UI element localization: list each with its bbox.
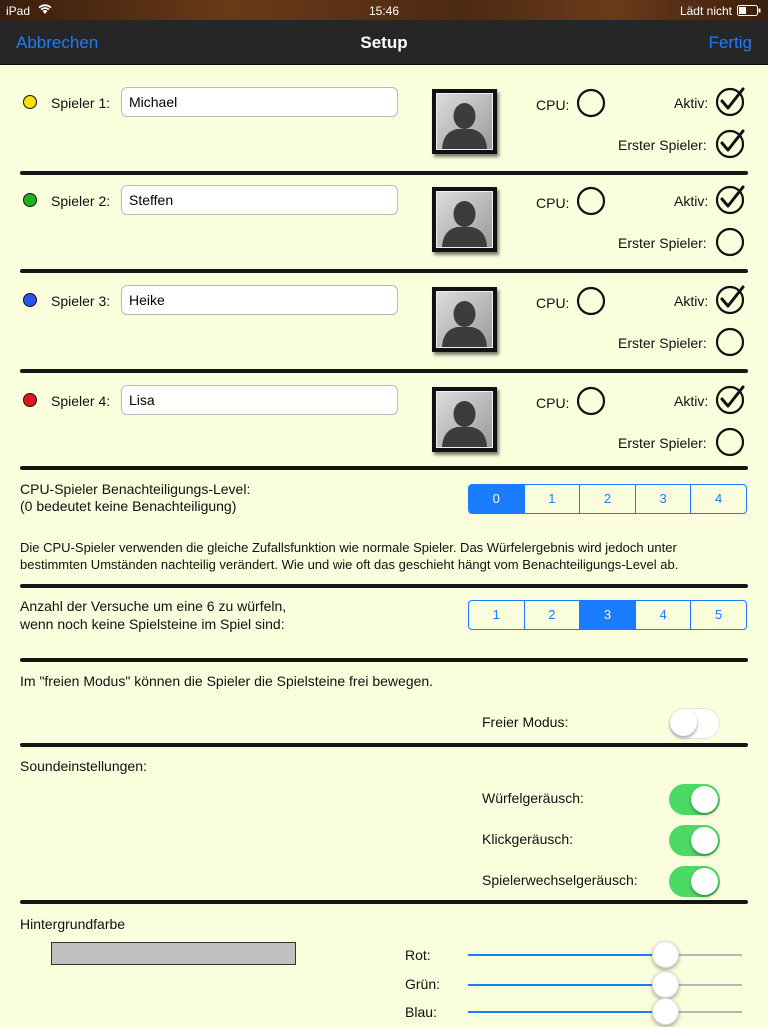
first-player-label: Erster Spieler:	[618, 435, 707, 451]
active-label: Aktiv:	[674, 193, 709, 209]
first-player-checkbox[interactable]	[715, 427, 743, 455]
first-player-checkbox[interactable]	[715, 327, 743, 355]
page-title: Setup	[360, 33, 408, 52]
status-bar	[0, 0, 768, 20]
avatar-image	[436, 291, 493, 348]
avatar-image	[436, 93, 493, 150]
dice-sound-label: Würfelgeräusch:	[482, 790, 584, 806]
done-button[interactable]: Fertig	[708, 33, 752, 52]
cpu-label: CPU:	[536, 195, 570, 211]
slider-fill	[468, 1011, 665, 1013]
click-sound-label: Klickgeräusch:	[482, 831, 574, 847]
battery-icon	[737, 5, 761, 19]
player-label: Spieler 2:	[51, 193, 111, 209]
free-mode-info: Im "freien Modus" können die Spieler die Spielsteine frei bewegen.	[20, 673, 434, 689]
cpu-checkbox[interactable]	[576, 386, 604, 414]
avatar-image	[436, 391, 493, 448]
first-player-label: Erster Spieler:	[618, 137, 707, 153]
handicap-label-line1: CPU-Spieler Benachteiligungs-Level:	[20, 481, 251, 497]
player-avatar[interactable]	[432, 187, 497, 252]
player-label: Spieler 1:	[51, 95, 111, 111]
active-label: Aktiv:	[674, 293, 709, 309]
divider	[20, 584, 748, 588]
handicap-info-line2: bestimmten Umständen nachteilig verändert. Wie und wie oft das geschieht hängt vom Benachteiligungs-Level ab.	[20, 557, 679, 572]
free-mode-label: Freier Modus:	[482, 714, 569, 730]
person-icon	[437, 192, 492, 247]
first-player-checkbox[interactable]	[715, 129, 743, 157]
attempts-label	[20, 597, 286, 633]
handicap-level-selector[interactable]	[468, 484, 747, 514]
divider	[20, 369, 748, 373]
green-slider[interactable]	[468, 970, 742, 1000]
player-name-input[interactable]	[121, 185, 398, 215]
free-mode-switch[interactable]	[669, 708, 720, 739]
avatar-image	[436, 191, 493, 248]
first-player-label: Erster Spieler:	[618, 235, 707, 251]
handicap-level-option[interactable]: 2	[579, 485, 635, 513]
player-color-dot	[23, 393, 37, 407]
divider	[20, 466, 748, 470]
switch-knob	[670, 709, 697, 736]
device-label: iPad	[6, 4, 31, 18]
active-checkbox[interactable]	[715, 285, 743, 313]
switch-knob	[691, 786, 718, 813]
player-name-input[interactable]	[121, 87, 398, 117]
slider-fill	[468, 954, 665, 956]
blue-label: Blau:	[405, 1004, 437, 1020]
attempts-option[interactable]: 3	[579, 601, 635, 629]
active-checkbox[interactable]	[715, 185, 743, 213]
slider-thumb[interactable]	[652, 941, 679, 968]
cpu-checkbox[interactable]	[576, 286, 604, 314]
slider-fill	[468, 984, 665, 986]
handicap-label-line2: (0 bedeutet keine Benachteiligung)	[20, 498, 237, 514]
player-label: Spieler 3:	[51, 293, 111, 309]
background-color-preview	[51, 942, 296, 965]
player-avatar[interactable]	[432, 89, 497, 154]
green-label: Grün:	[405, 976, 441, 992]
attempts-selector[interactable]	[468, 600, 747, 630]
active-label: Aktiv:	[674, 393, 709, 409]
player-color-dot	[23, 293, 37, 307]
navigation-bar	[0, 20, 768, 65]
player-avatar[interactable]	[432, 287, 497, 352]
player-color-dot	[23, 95, 37, 109]
handicap-level-option[interactable]: 1	[524, 485, 580, 513]
red-slider[interactable]	[468, 940, 742, 970]
divider	[20, 900, 748, 904]
active-checkbox[interactable]	[715, 87, 743, 115]
background-color-title: Hintergrundfarbe	[20, 916, 126, 932]
player-switch-sound-switch[interactable]	[669, 866, 720, 897]
switch-knob	[691, 868, 718, 895]
handicap-info	[20, 539, 755, 573]
sound-title: Soundeinstellungen:	[20, 758, 147, 774]
divider	[20, 269, 748, 273]
handicap-level-option[interactable]: 3	[635, 485, 691, 513]
player-avatar[interactable]	[432, 387, 497, 452]
slider-thumb[interactable]	[652, 971, 679, 998]
player-name-input[interactable]	[121, 285, 398, 315]
player-name-input[interactable]	[121, 385, 398, 415]
person-icon	[437, 392, 492, 447]
cpu-checkbox[interactable]	[576, 186, 604, 214]
dice-sound-switch[interactable]	[669, 784, 720, 815]
blue-slider[interactable]	[468, 997, 742, 1027]
attempts-option[interactable]: 1	[492, 607, 500, 622]
attempts-option[interactable]: 4	[635, 601, 691, 629]
cpu-label: CPU:	[536, 97, 570, 113]
divider	[20, 743, 748, 747]
attempts-option[interactable]: 2	[524, 601, 580, 629]
first-player-label: Erster Spieler:	[618, 335, 707, 351]
handicap-info-line1: Die CPU-Spieler verwenden die gleiche Zufallsfunktion wie normale Spieler. Das Würfelergebnis wird jedoch unter	[20, 540, 677, 555]
handicap-level-option[interactable]: 4	[690, 485, 746, 513]
handicap-level-option[interactable]: 0	[469, 485, 524, 513]
attempts-label-line2: wenn noch keine Spielsteine im Spiel sind:	[20, 616, 285, 632]
first-player-checkbox[interactable]	[715, 227, 743, 255]
attempts-label-line1: Anzahl der Versuche um eine 6 zu würfeln,	[20, 598, 287, 614]
status-time: 15:46	[368, 4, 400, 18]
divider	[20, 171, 748, 175]
player-label: Spieler 4:	[51, 393, 111, 409]
battery-status: Lädt nicht	[679, 4, 732, 18]
person-icon	[437, 292, 492, 347]
switch-knob	[691, 827, 718, 854]
attempts-option[interactable]: 5	[690, 601, 746, 629]
click-sound-switch[interactable]	[669, 825, 720, 856]
cpu-label: CPU:	[536, 295, 570, 311]
cpu-checkbox[interactable]	[576, 88, 604, 116]
cpu-label: CPU:	[536, 395, 570, 411]
cancel-button[interactable]: Abbrechen	[16, 33, 99, 52]
player-switch-sound-label: Spielerwechselgeräusch:	[482, 872, 638, 888]
divider	[20, 658, 748, 662]
red-label: Rot:	[405, 947, 431, 963]
slider-thumb[interactable]	[652, 998, 679, 1025]
person-icon	[437, 94, 492, 149]
player-color-dot	[23, 193, 37, 207]
handicap-label	[20, 481, 250, 515]
active-label: Aktiv:	[674, 95, 709, 111]
active-checkbox[interactable]	[715, 385, 743, 413]
